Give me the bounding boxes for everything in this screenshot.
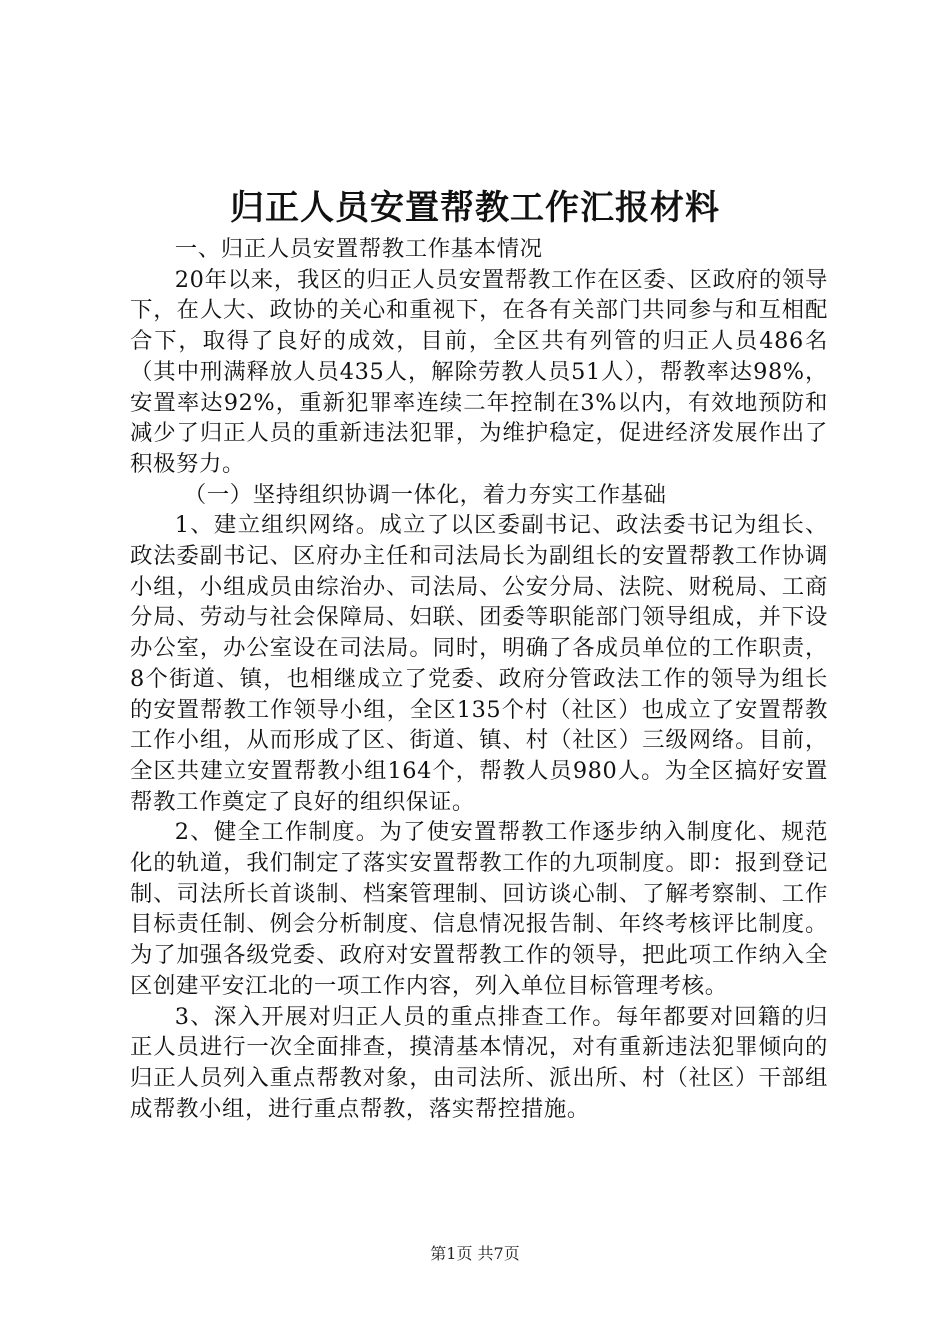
paragraph: 1、建立组织网络。成立了以区委副书记、政法委书记为组长、政法委副书记、区府办主任和司法局长为副组长的安置帮教工作协调小组，小组成员由综治办、司法局、公安分局、法院、财税局、工商分局、劳动与社会保障局、妇联、团委等职能部门领导组成，并下设办公室，办公室设在司法局。同时，明确了各成员单位的工作职责，8个街道、镇，也相继成立了党委、政府分管政法工作的领导为组长的安置帮教工作领导小组，全区135个村（社区）也成立了安置帮教工作小组，从而形成了区、街道、镇、村（社区）三级网络。目前，全区共建立安置帮教小组164个，帮教人员980人。为全区搞好安置帮教工作奠定了良好的组织保证。 [130, 512, 828, 815]
document-body [130, 234, 828, 1124]
document-title: 归正人员安置帮教工作汇报材料 [230, 188, 720, 228]
paragraph: 3、深入开展对归正人员的重点排查工作。每年都要对回籍的归正人员进行一次全面排查，摸清基本情况，对有重新违法犯罪倾向的归正人员列入重点帮教对象，由司法所、派出所、村（社区）干部组成帮教小组，进行重点帮教，落实帮控措施。 [130, 1003, 828, 1122]
paragraph: 20年以来，我区的归正人员安置帮教工作在区委、区政府的领导下，在人大、政协的关心和重视下，在各有关部门共同参与和互相配合下，取得了良好的成效，目前，全区共有列管的归正人员486名（其中刑满释放人员435人，解除劳教人员51人），帮教率达98%，安置率达92%，重新犯罪率连续二年控制在3%以内，有效地预防和减少了归正人员的重新违法犯罪，为维护稳定，促进经济发展作出了积极努力。 [130, 266, 828, 477]
section-heading: 一、归正人员安置帮教工作基本情况 [174, 236, 543, 262]
page-number-footer: 第1页 共7页 [430, 1244, 520, 1263]
paragraph: 2、健全工作制度。为了使安置帮教工作逐步纳入制度化、规范化的轨道，我们制定了落实安置帮教工作的九项制度。即：报到登记制、司法所长首谈制、档案管理制、回访谈心制、了解考察制、工作目标责任制、例会分析制度、信息情况报告制、年终考核评比制度。为了加强各级党委、政府对安置帮教工作的领导，把此项工作纳入全区创建平安江北的一项工作内容，列入单位目标管理考核。 [130, 819, 828, 999]
subsection-heading: （一）坚持组织协调一体化，着力夯实工作基础 [183, 481, 667, 508]
